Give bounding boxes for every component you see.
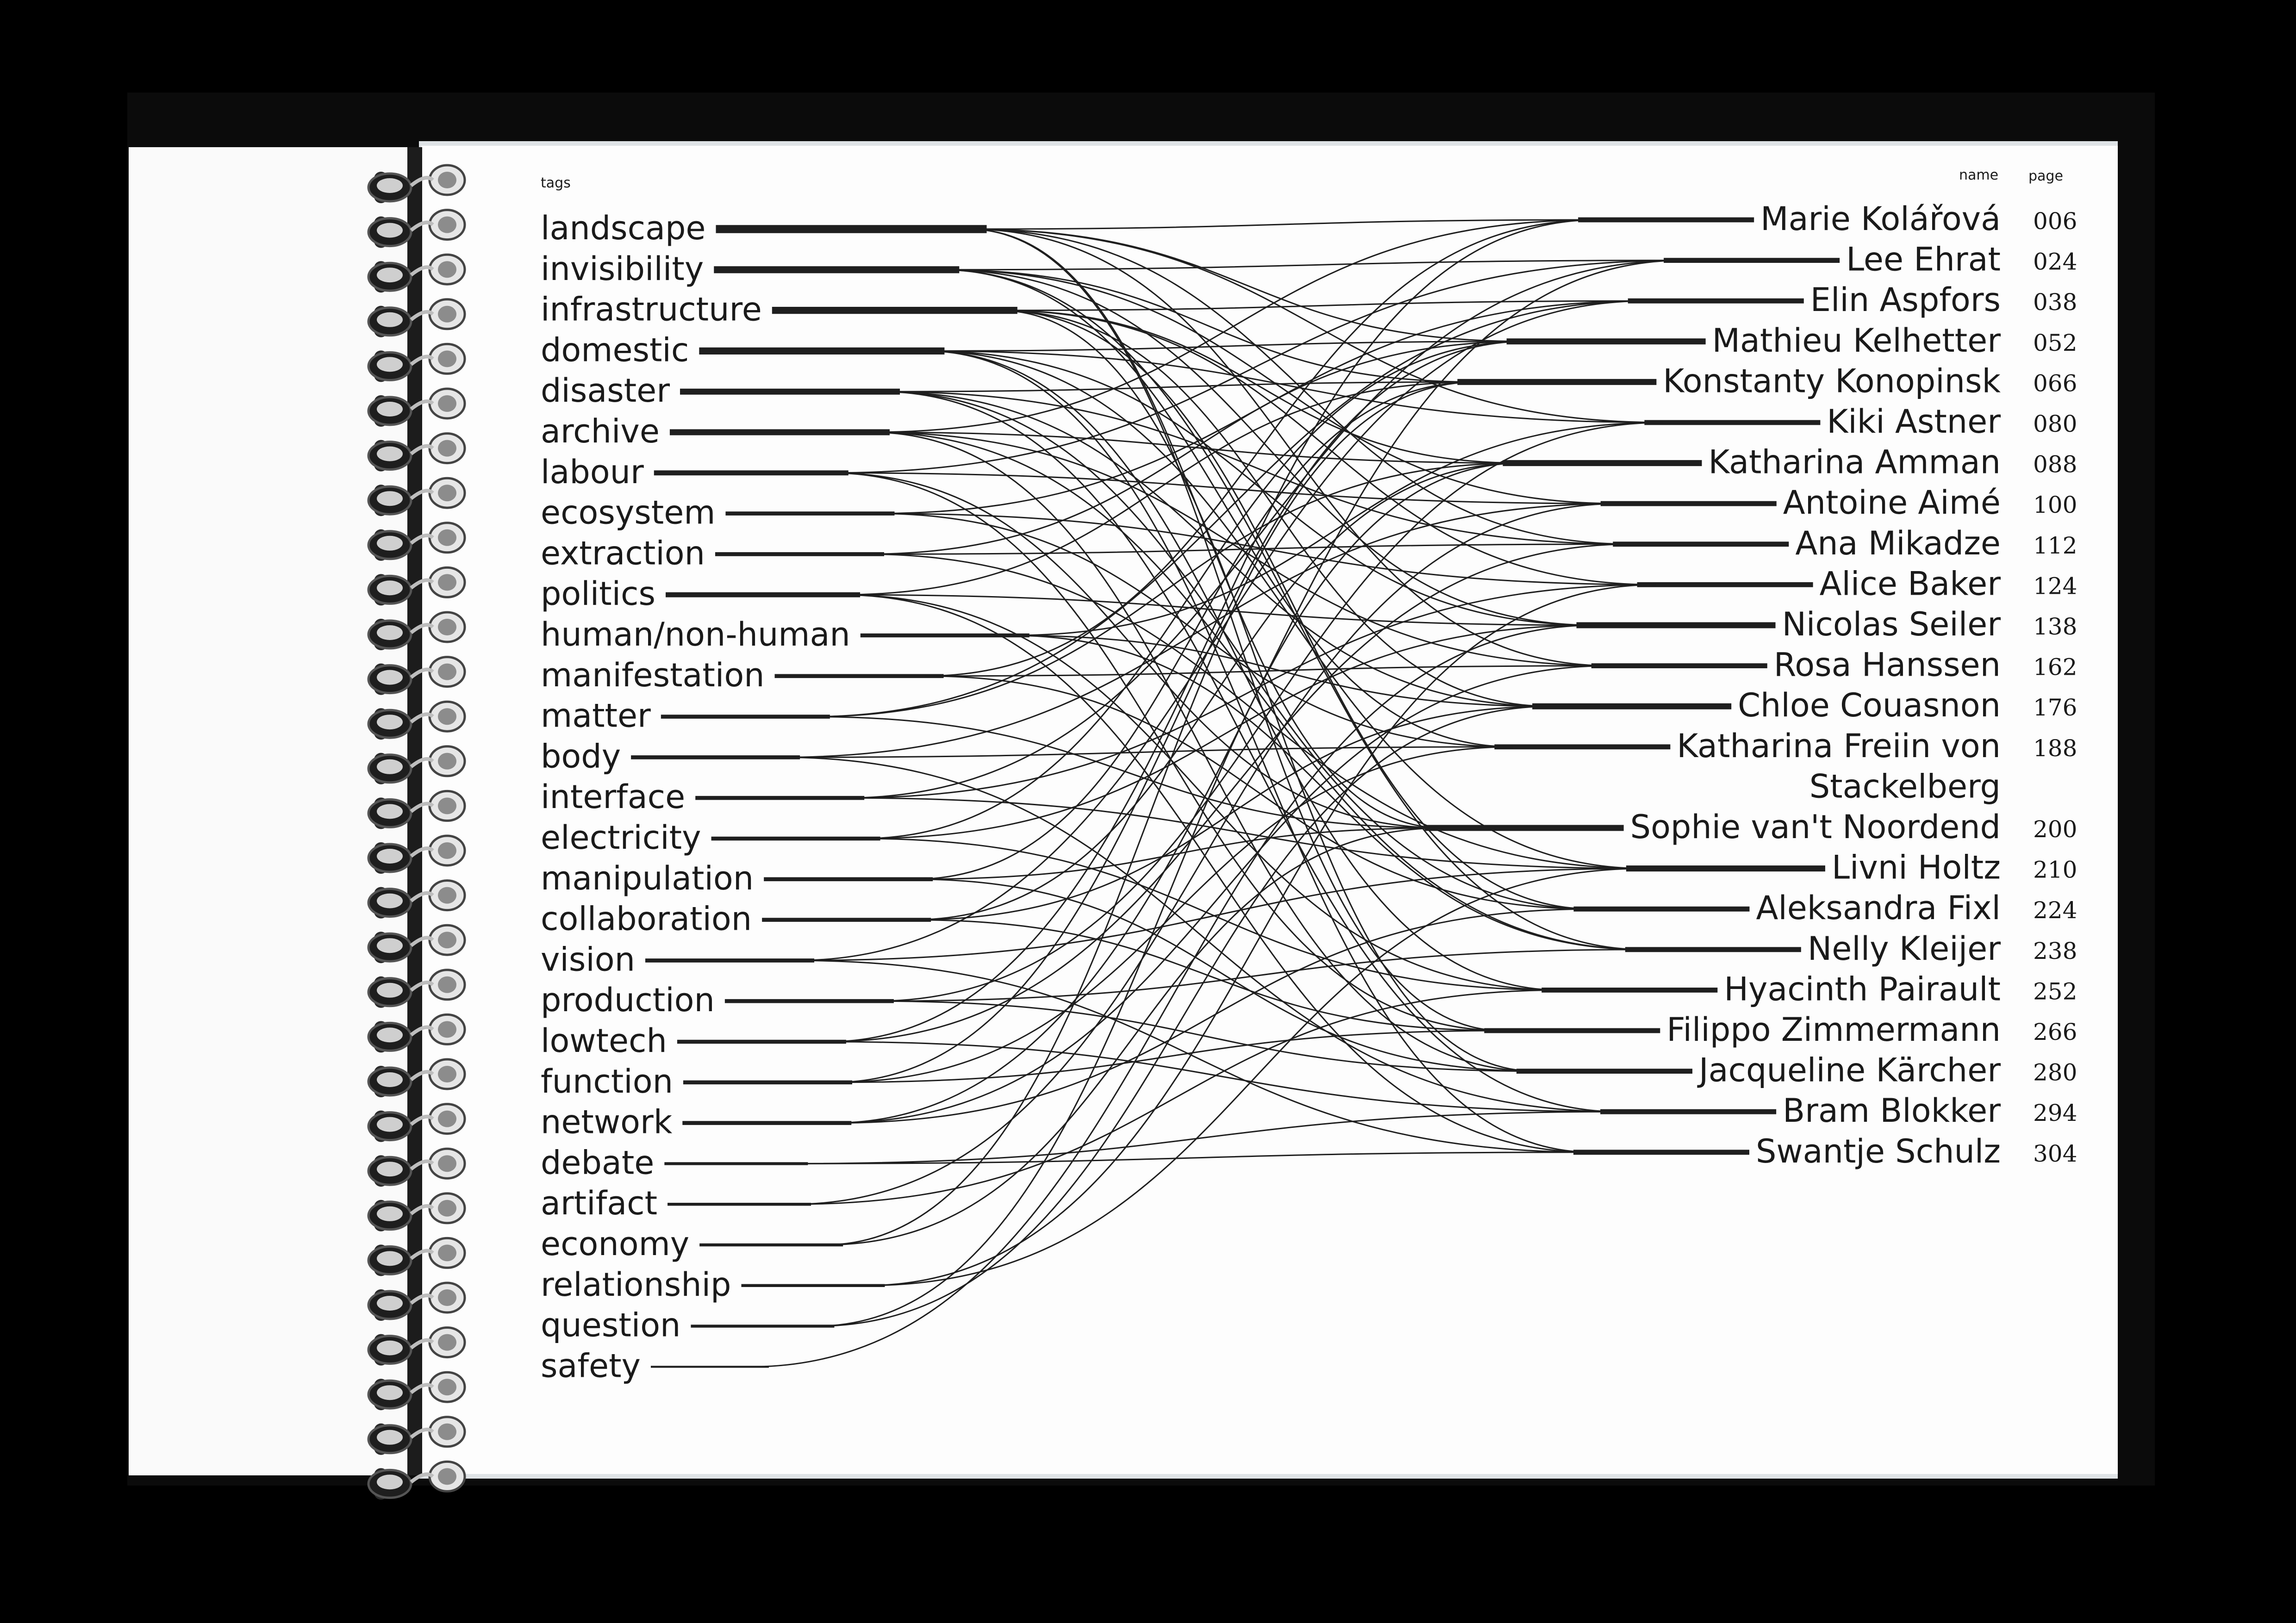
person-name: Antoine Aimé (1783, 484, 2001, 522)
tag-label: archive (541, 412, 660, 450)
tag-label: function (541, 1062, 673, 1101)
person-name: Bram Blokker (1783, 1092, 2001, 1130)
tag-label: network (541, 1103, 673, 1141)
tag-label: labour (541, 453, 644, 491)
person-name: Jacqueline Kärcher (1699, 1051, 2001, 1089)
person-page: 112 (2033, 532, 2078, 559)
person-page: 224 (2033, 897, 2078, 924)
tag-label: collaboration (541, 900, 752, 938)
person-name: Marie Kolářová (1760, 200, 2001, 238)
person-name: Katharina Amman (1708, 443, 2001, 481)
page-column-header: page (2028, 168, 2063, 184)
name-column-header: name (1959, 167, 1999, 183)
tag-label: infrastructure (541, 290, 762, 329)
person-name: Filippo Zimmermann (1666, 1011, 2001, 1049)
tag-label: debate (541, 1144, 655, 1182)
tag-label: economy (541, 1225, 690, 1263)
person-page: 280 (2033, 1059, 2078, 1086)
person-name: Alice Baker (1819, 565, 2001, 603)
person-page: 088 (2033, 451, 2078, 478)
tag-label: manifestation (541, 656, 765, 694)
tag-label: relationship (541, 1265, 731, 1304)
tag-label: interface (541, 778, 686, 816)
person-name: Chloe Couasnon (1738, 686, 2001, 725)
person-name: Livni Holtz (1831, 848, 2001, 887)
tag-label: question (541, 1306, 681, 1344)
tag-label: production (541, 981, 715, 1020)
person-page: 124 (2033, 572, 2078, 600)
person-page: 294 (2033, 1100, 2078, 1127)
person-page: 100 (2033, 491, 2078, 519)
person-page: 304 (2033, 1140, 2078, 1167)
person-name: Sophie van't Noordend (1630, 808, 2001, 846)
person-page: 238 (2033, 937, 2078, 964)
person-name: Aleksandra Fixl (1756, 889, 2001, 927)
person-name: Mathieu Kelhetter (1712, 321, 2001, 360)
person-page: 252 (2033, 978, 2078, 1005)
person-page: 006 (2033, 208, 2078, 235)
person-name: Nicolas Seiler (1782, 605, 2001, 643)
tag-label: matter (541, 696, 651, 735)
tag-label: landscape (541, 209, 706, 247)
tag-label: disaster (541, 372, 670, 410)
tag-label: manipulation (541, 859, 754, 897)
tag-label: extraction (541, 534, 705, 572)
person-name: Katharina Freiin von (1677, 727, 2001, 765)
person-name: Konstanty Konopinsk (1663, 362, 2001, 400)
tag-label: politics (541, 575, 656, 613)
person-page: 210 (2033, 856, 2078, 883)
tag-label: electricity (541, 819, 701, 857)
person-page: 066 (2033, 370, 2078, 397)
person-name: Nelly Kleijer (1807, 929, 2001, 968)
person-name: Rosa Hanssen (1773, 646, 2001, 684)
person-name: Kiki Astner (1827, 403, 2001, 441)
person-name: Elin Aspfors (1810, 281, 2001, 319)
tag-label: body (541, 737, 621, 776)
person-page: 266 (2033, 1019, 2078, 1045)
person-name: Swantje Schulz (1756, 1132, 2001, 1170)
person-page: 038 (2033, 289, 2078, 316)
tags-column-header: tags (541, 175, 571, 191)
tag-label: ecosystem (541, 493, 716, 532)
person-page: 200 (2033, 816, 2078, 843)
person-page: 080 (2033, 410, 2078, 437)
tag-label: safety (541, 1347, 641, 1385)
person-name: Ana Mikadze (1795, 524, 2001, 562)
tag-label: invisibility (541, 249, 704, 288)
tag-label: vision (541, 940, 635, 979)
person-page: 188 (2033, 734, 2078, 762)
tag-label: lowtech (541, 1022, 667, 1060)
person-name: Lee Ehrat (1846, 240, 2001, 279)
person-page: 162 (2033, 653, 2078, 681)
person-name-continued: Stackelberg (1809, 767, 2001, 806)
person-name: Hyacinth Pairault (1724, 970, 2001, 1008)
person-page: 024 (2033, 248, 2078, 275)
tag-label: human/non-human (541, 616, 850, 653)
person-page: 176 (2033, 694, 2078, 721)
person-page: 052 (2033, 329, 2078, 356)
tag-label: artifact (541, 1184, 658, 1223)
person-page: 138 (2033, 613, 2078, 640)
tag-label: domestic (541, 331, 689, 369)
